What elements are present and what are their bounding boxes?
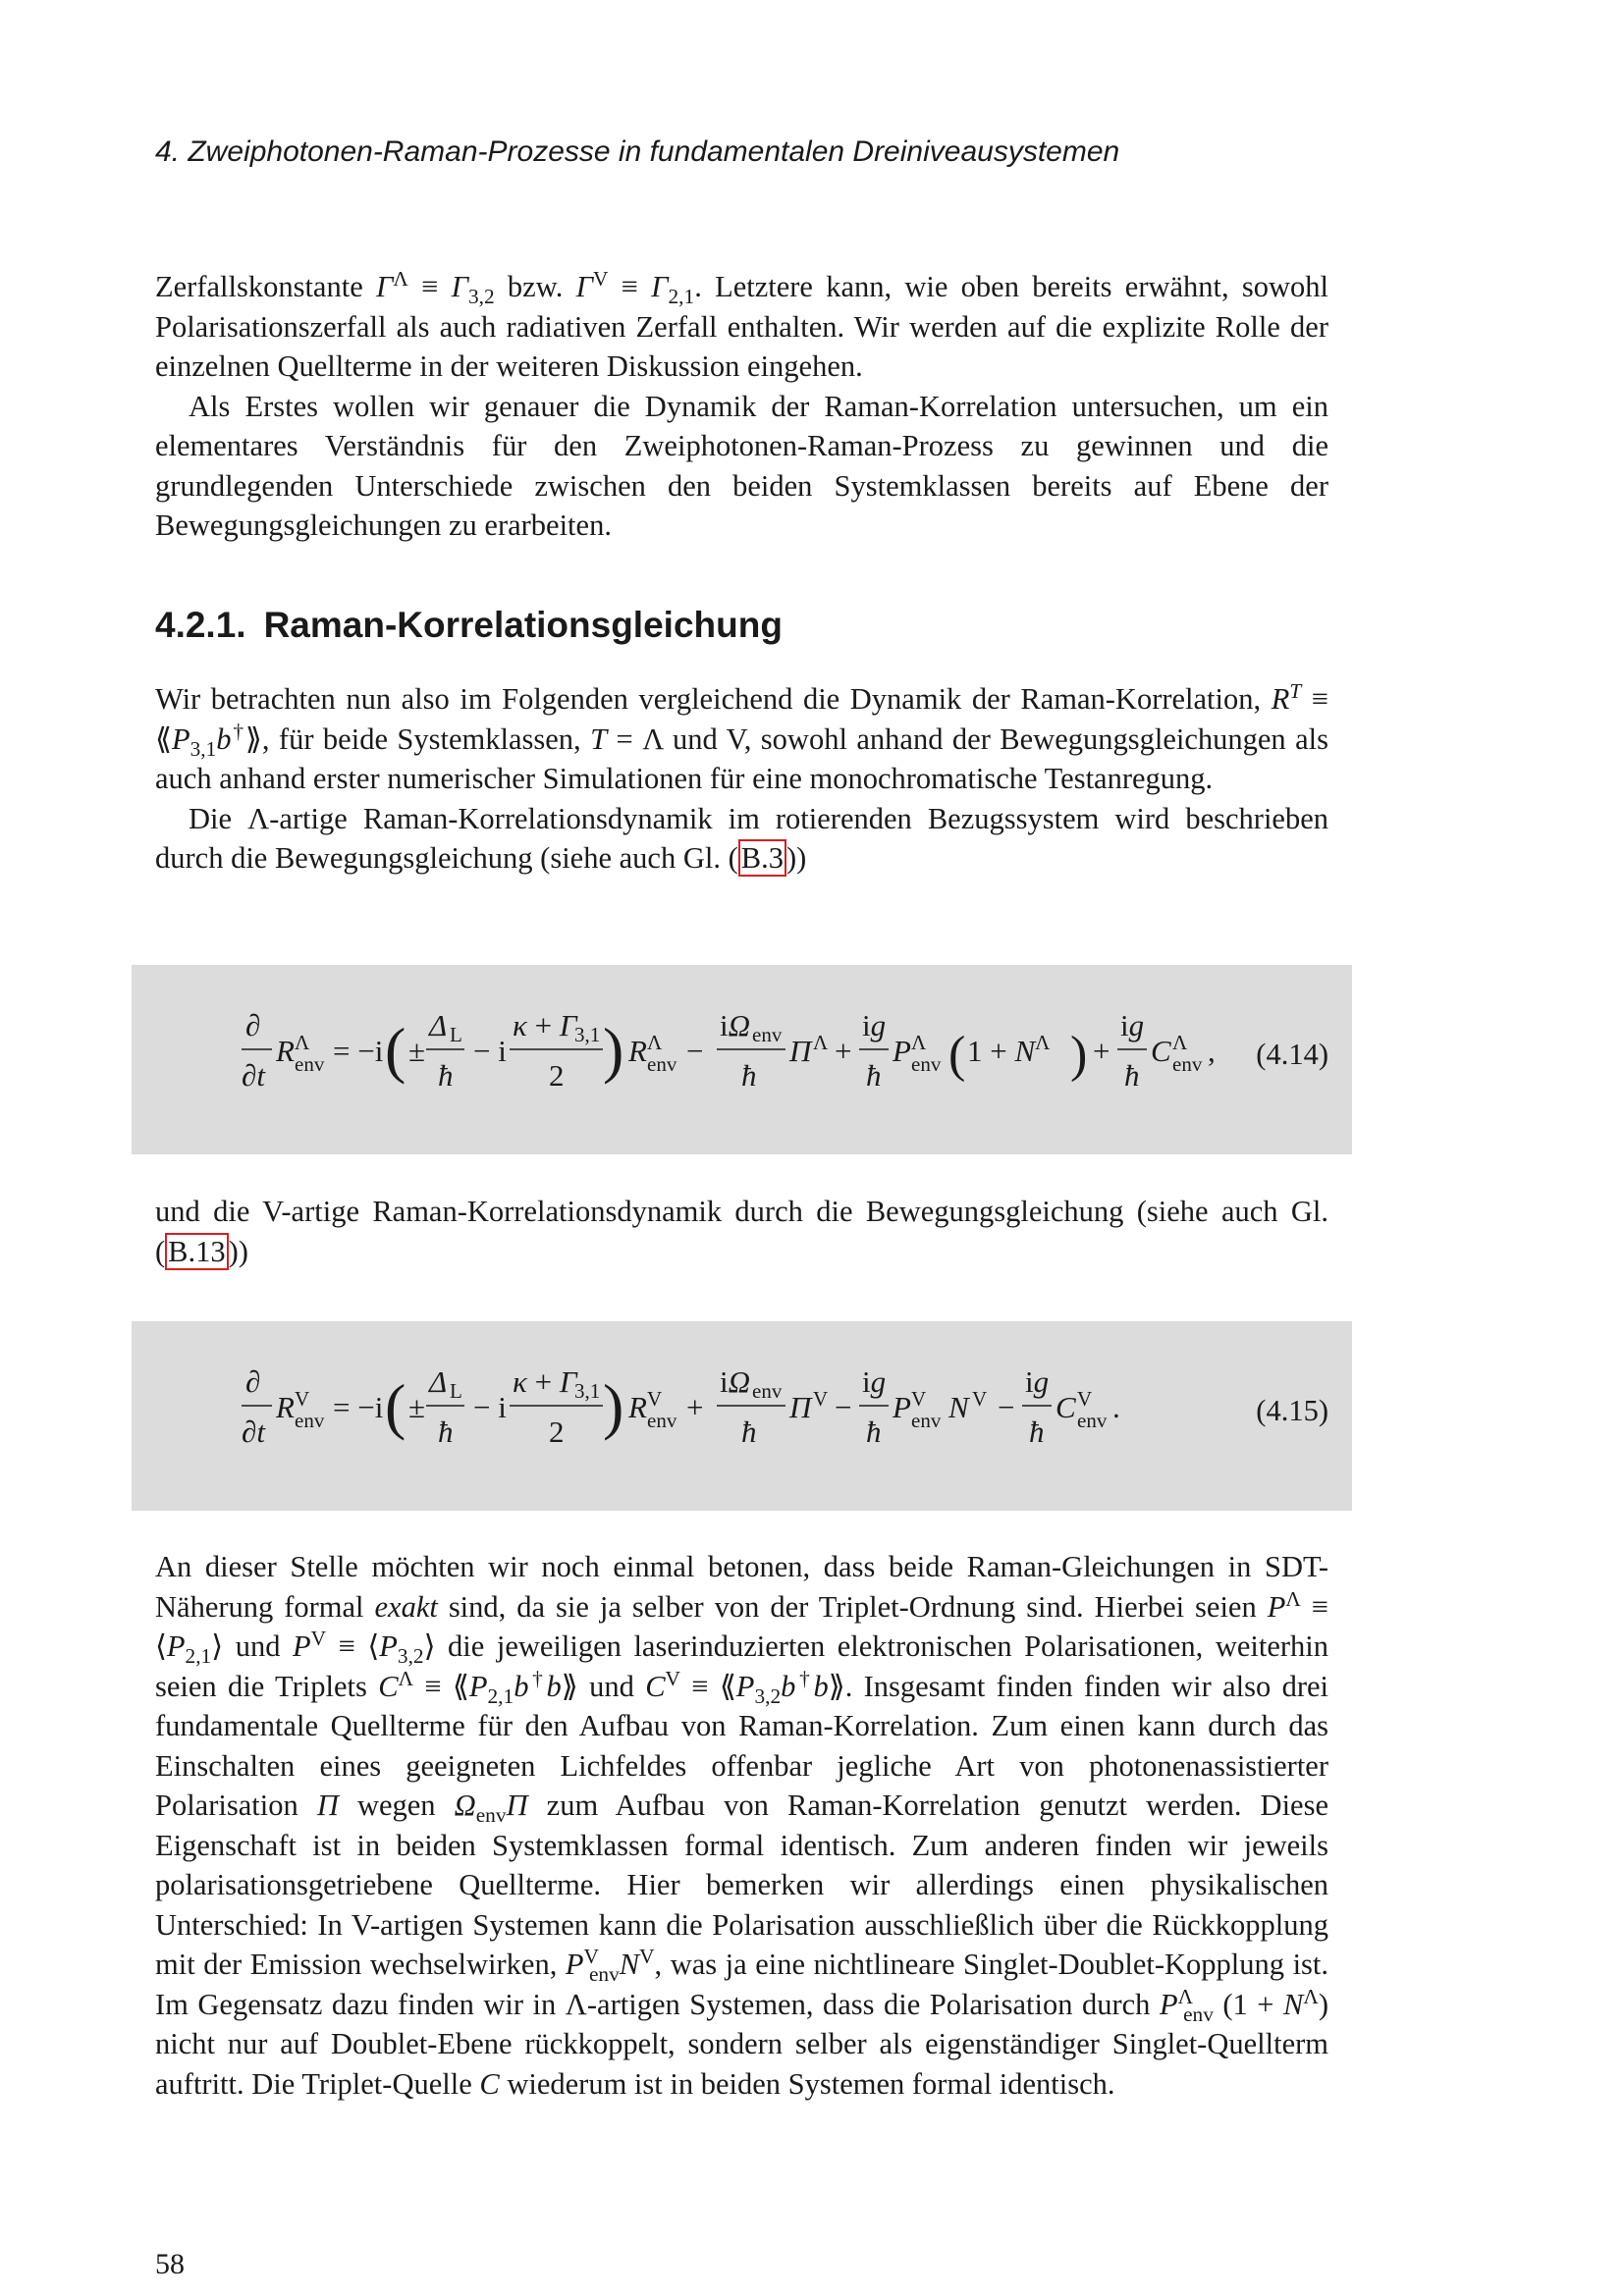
equation-box-lambda bbox=[132, 965, 1352, 1154]
svg-text:ig: ig bbox=[1120, 1008, 1145, 1042]
svg-text:ig: ig bbox=[862, 1008, 887, 1042]
svg-text:Λ: Λ bbox=[1172, 1031, 1188, 1054]
svg-text:Λ: Λ bbox=[813, 1031, 829, 1054]
svg-text:V: V bbox=[1077, 1387, 1093, 1411]
equation-box-vee bbox=[132, 1321, 1352, 1511]
svg-text:κ + Γ: κ + Γ bbox=[513, 1008, 577, 1042]
svg-text:): ) bbox=[603, 1015, 624, 1085]
svg-text:ħ: ħ bbox=[1029, 1415, 1045, 1449]
running-header: 4. Zweiphotonen-Raman-Prozesse in fundamentalen Dreiniveausystemen bbox=[155, 135, 1120, 168]
svg-text:): ) bbox=[1070, 1027, 1088, 1083]
svg-text:P: P bbox=[893, 1034, 911, 1068]
svg-text:(: ( bbox=[948, 1027, 966, 1083]
svg-text:ħ: ħ bbox=[866, 1058, 882, 1093]
svg-text:V: V bbox=[813, 1387, 829, 1411]
equation-number: (4.15) bbox=[1256, 1394, 1328, 1427]
svg-text:env: env bbox=[295, 1409, 325, 1432]
svg-text:env: env bbox=[752, 1023, 783, 1046]
svg-text:env: env bbox=[752, 1379, 783, 1403]
svg-text:env: env bbox=[647, 1409, 677, 1432]
equation-lambda bbox=[132, 965, 1352, 1154]
svg-text:N: N bbox=[948, 1390, 969, 1424]
svg-text:= −i: = −i bbox=[333, 1390, 384, 1424]
svg-text:(: ( bbox=[385, 1015, 406, 1085]
discussion-text-block bbox=[155, 1547, 1328, 2104]
section-text-block bbox=[155, 679, 1328, 879]
svg-text:Δ: Δ bbox=[429, 1364, 448, 1399]
svg-text:ħ: ħ bbox=[741, 1415, 757, 1449]
svg-text:Δ: Δ bbox=[429, 1008, 448, 1042]
svg-text:+: + bbox=[686, 1390, 704, 1424]
svg-text:env: env bbox=[1172, 1052, 1203, 1076]
svg-text:−: − bbox=[686, 1034, 704, 1068]
svg-text:V: V bbox=[911, 1387, 927, 1411]
svg-text:R: R bbox=[276, 1034, 295, 1068]
svg-text:∂t: ∂t bbox=[242, 1415, 265, 1449]
svg-text:−: − bbox=[998, 1390, 1015, 1424]
svg-text:ig: ig bbox=[862, 1364, 887, 1399]
svg-text:R: R bbox=[628, 1390, 647, 1424]
svg-text:+: + bbox=[1093, 1034, 1110, 1068]
svg-text:R: R bbox=[628, 1034, 647, 1068]
svg-text:+: + bbox=[835, 1034, 852, 1068]
svg-text:Π: Π bbox=[789, 1034, 812, 1068]
svg-text:ħ: ħ bbox=[1124, 1058, 1140, 1093]
svg-text:env: env bbox=[1077, 1409, 1108, 1432]
svg-text:env: env bbox=[911, 1409, 942, 1432]
svg-text:env: env bbox=[295, 1052, 325, 1076]
svg-text:V: V bbox=[295, 1387, 310, 1411]
page-number: 58 bbox=[155, 2248, 185, 2280]
svg-text:iΩ: iΩ bbox=[720, 1364, 751, 1399]
paragraph-6: An dieser Stelle möchten wir noch einmal betonen, dass beide Raman-Gleichungen in SDT-Näherung formal exakt sind, da sie ja selber von der Triplet-Ordnung sind. Hierbei seien $P^\Lambda$ ≡ $⟨P_{2,1}⟩$ und $P^V$ ≡ $⟨P_{3,2}⟩$ die jeweiligen laserinduzierten elektronischen Polarisationen, weiterhin seien die Triplets $C^\Lambda$ ≡ $⟪P_{2,1}b^\dagger b⟫$ und $C^V$ ≡ $⟪P_{3,2}b^\dagger b⟫$. Insgesamt finden finden wir also drei fundamentale Quellterme für den Aufbau von Raman-Korrelation. Zum einen kann durch das Einschalten eines geeigneten Lichfeldes offenbar jegliche Art von photonenassistierter Polarisation Π wegen $\Omega_{env}\Pi$ zum Aufbau von Raman-Korrelation genutzt werden. Diese Eigenschaft ist in beiden Systemklassen formal identisch. Zum anderen finden wir jeweils polarisationsgetriebene Quellterme. Hier bemerken wir allerdings einen physikalischen Unterschied: In V-artigen Systemen kann die Polarisation ausschließlich über die Rückkopplung mit der Emission wechselwirken, $P^V_{env}N^V$, was ja eine nichtlineare Singlet-Doublet-Kopplung ist. Im Gegensatz dazu finden wir in Λ-artigen Systemen, dass die Polarisation durch $P^\Lambda_{env}$ $(1 + N^\Lambda)$ nicht nur auf Doublet-Ebene rückkoppelt, sondern selber als eigenständiger Singlet-Quellterm auftritt. Die Triplet-Quelle C wiederum ist in beiden Systemen formal identisch. bbox=[155, 1550, 1329, 2101]
svg-text:Λ: Λ bbox=[911, 1031, 927, 1054]
svg-text:Π: Π bbox=[789, 1390, 812, 1424]
svg-text:P: P bbox=[893, 1390, 911, 1424]
svg-text:−: − bbox=[835, 1390, 852, 1424]
svg-text:∂t: ∂t bbox=[242, 1058, 265, 1093]
svg-text:− i: − i bbox=[473, 1034, 507, 1068]
svg-text:∂: ∂ bbox=[245, 1364, 261, 1399]
paragraph-5: und die V-artige Raman-Korrelationsdynamik durch die Bewegungsgleichung (siehe auch Gl. (B.13)) bbox=[155, 1195, 1328, 1268]
equation-vee bbox=[132, 1321, 1352, 1511]
svg-text:= −i: = −i bbox=[333, 1034, 384, 1068]
paragraph-1: Zerfallskonstante $\Gamma^\Lambda \equiv \Gamma_{3,2}$ bzw. $\Gamma^V \equiv \Gamma_{2,1}$. Letztere kann, wie oben bereits erwähnt, sowohl Polarisationszerfall als auch radiativen Zerfall enthalten. Wir werden auf die explizite Rolle der einzelnen Quellterme in der weiteren Diskussion eingehen. bbox=[155, 266, 1329, 383]
svg-text:env: env bbox=[911, 1052, 942, 1076]
svg-text:ħ: ħ bbox=[866, 1415, 882, 1449]
intro-text-block bbox=[155, 267, 1328, 546]
paragraph-3: Wir betrachten nun also im Folgenden vergleichend die Dynamik der Raman-Korrelation, $R^T$ ≡ $⟪P_{3,1}b^\dagger⟫$, für beide Systemklassen, T = Λ und V, sowohl anhand der Bewegungsgleichungen als auch anhand erster numerischer Simulationen für eine monochromatische Testanregung. bbox=[155, 678, 1329, 795]
transition-text-block bbox=[155, 1192, 1328, 1271]
svg-text:2: 2 bbox=[549, 1415, 565, 1449]
svg-text:3,1: 3,1 bbox=[574, 1379, 601, 1403]
svg-text:ħ: ħ bbox=[438, 1058, 454, 1093]
svg-text:Λ: Λ bbox=[295, 1031, 310, 1054]
equation-reference-link[interactable]: B.3 bbox=[738, 839, 786, 877]
svg-text:∂: ∂ bbox=[245, 1008, 261, 1042]
equation-reference-link[interactable]: B.13 bbox=[165, 1233, 228, 1270]
equation-number: (4.14) bbox=[1256, 1038, 1328, 1071]
svg-text:±: ± bbox=[408, 1034, 426, 1068]
svg-text:iΩ: iΩ bbox=[720, 1008, 751, 1042]
section-heading: 4.2.1. Raman-Korrelationsgleichung bbox=[155, 605, 783, 645]
svg-text:ħ: ħ bbox=[741, 1058, 757, 1093]
svg-text:− i: − i bbox=[473, 1390, 507, 1424]
svg-text:ħ: ħ bbox=[438, 1415, 454, 1449]
svg-text:2: 2 bbox=[549, 1058, 565, 1093]
svg-text:±: ± bbox=[408, 1390, 426, 1424]
svg-text:1 + NΛ: $1 + N^\Lambda$ bbox=[967, 1031, 1051, 1068]
paragraph-4: Die Λ-artige Raman-Korrelationsdynamik im rotierenden Bezugssystem wird beschrieben durch die Bewegungsgleichung (siehe auch Gl. (B.3)) bbox=[155, 801, 1328, 875]
svg-text:.: . bbox=[1112, 1390, 1120, 1424]
svg-text:(: ( bbox=[385, 1371, 406, 1441]
svg-text:L: L bbox=[450, 1023, 462, 1046]
svg-text:κ + Γ: κ + Γ bbox=[513, 1364, 577, 1399]
paragraph-2: Als Erstes wollen wir genauer die Dynamik der Raman-Korrelation untersuchen, um ein elementares Verständnis für den Zweiphotonen-Raman-Prozess zu gewinnen und die grundlegenden Unterschiede zwischen den beiden Systemklassen bereits auf Ebene der Bewegungsgleichungen zu erarbeiten. bbox=[155, 389, 1328, 542]
svg-text:ig: ig bbox=[1025, 1364, 1050, 1399]
svg-text:C: C bbox=[1056, 1390, 1076, 1424]
svg-text:): ) bbox=[603, 1371, 624, 1441]
svg-text:C: C bbox=[1151, 1034, 1171, 1068]
svg-text:,: , bbox=[1208, 1034, 1216, 1068]
svg-text:V: V bbox=[647, 1387, 663, 1411]
svg-text:Λ: Λ bbox=[647, 1031, 663, 1054]
svg-text:env: env bbox=[647, 1052, 677, 1076]
svg-text:L: L bbox=[450, 1379, 462, 1403]
svg-text:3,1: 3,1 bbox=[574, 1023, 601, 1046]
svg-text:R: R bbox=[276, 1390, 295, 1424]
svg-text:V: V bbox=[972, 1387, 988, 1411]
